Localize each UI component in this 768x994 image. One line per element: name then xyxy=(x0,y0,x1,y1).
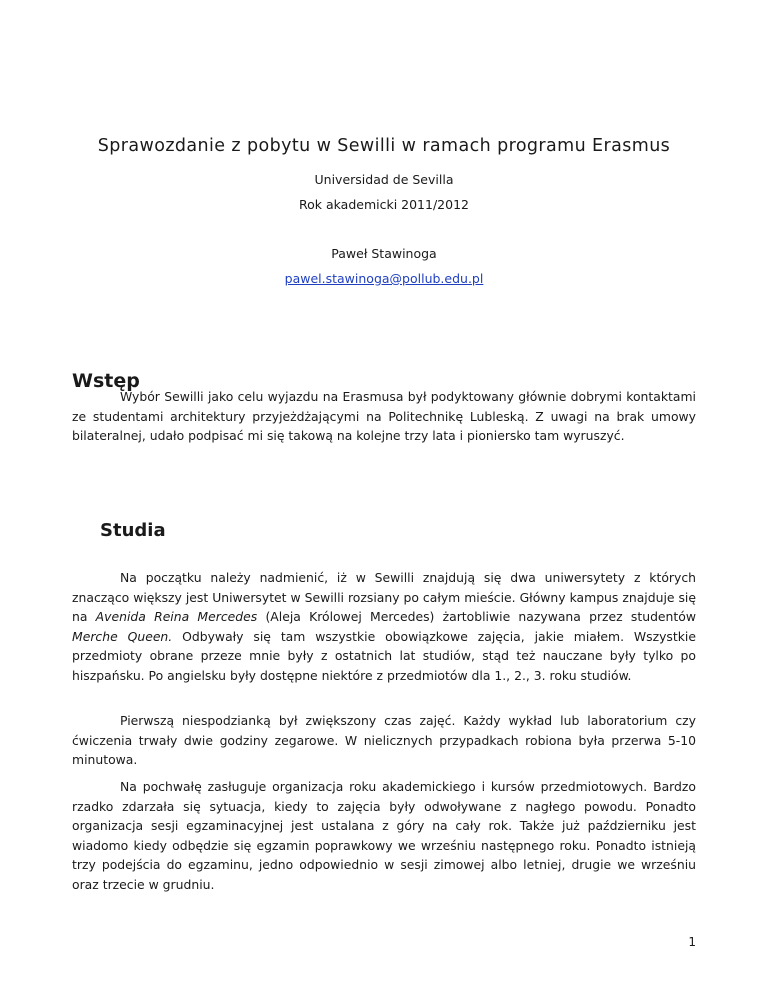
studia-p1-italic-merche: Merche Queen. xyxy=(72,628,173,644)
document-title: Sprawozdanie z pobytu w Sewilli w ramach programu Erasmus xyxy=(97,136,671,156)
author-name: Paweł Stawinoga xyxy=(331,246,437,261)
author-email-link[interactable]: pawel.stawinoga@pollub.edu.pl xyxy=(284,271,484,286)
studia-p1-text-b: (Aleja Królowej Mercedes) żartobliwie nazywana przez studentów xyxy=(257,609,696,624)
studia-paragraph-2: Pierwszą niespodzianką był zwiększony czas zajęć. Każdy wykład lub laboratorium czy ćwiczenia trwały dwie godziny zegarowe. W nielicznych przypadkach robiona była przerwa 5-10 minutowa. xyxy=(72,713,696,767)
university-name: Universidad de Sevilla xyxy=(314,172,454,187)
studia-p1-italic-avenida: Avenida Reina Mercedes xyxy=(95,609,258,624)
studia-p1-text-c: Odbywały się tam wszystkie obowiązkowe zajęcia, jakie miałem. Wszystkie przedmioty obrane przeze mnie były z ostatnich lat studiów, stąd też nauczane były tylko po hiszpańsku. Po angielsku były dostępne niektóre z przedmiotów dla 1., 2., 3. roku studiów. xyxy=(72,628,696,683)
author-email-line xyxy=(0,271,768,286)
section-heading-intro: Wstęp xyxy=(72,370,140,392)
academic-year: Rok akademicki 2011/2012 xyxy=(299,197,469,212)
section-heading-studia: Studia xyxy=(100,520,166,541)
studia-paragraph-3: Na pochwałę zasługuje organizacja roku akademickiego i kursów przedmiotowych. Bardzo rzadko zdarzała się sytuacja, kiedy to zajęcia były odwoływane z nagłego powodu. Ponadto organizacja sesji egzaminacyjnej jest ustalana z góry na cały rok. Także już październiku jest wiadomo kiedy odbędzie się egzamin poprawkowy we wrześniu następnego roku. Ponadto istnieją trzy podejścia do egzaminu, jedno odpowiednio w sesji zimowej albo letniej, drugie we wrześniu oraz trzecie w grudniu. xyxy=(72,779,696,892)
studia-p1-text-a: Na początku należy nadmienić, iż w Sewilli znajdują się dwa uniwersytety z których znacząco większy jest Uniwersytet w Sewilli rozsiany po całym mieście. Główny kampus znajduje się na xyxy=(72,570,696,624)
intro-paragraph: Wybór Sewilli jako celu wyjazdu na Erasmusa był podyktowany głównie dobrymi kontaktami ze studentami architektury przyjeżdżającymi na Politechnikę Lubleską. Z uwagi na brak umowy bilateralnej, udało podpisać mi się takową na kolejne trzy lata i pioniersko tam wyruszyć. xyxy=(72,389,696,443)
page-number: 1 xyxy=(688,935,696,949)
studia-paragraph-1 xyxy=(72,568,696,685)
